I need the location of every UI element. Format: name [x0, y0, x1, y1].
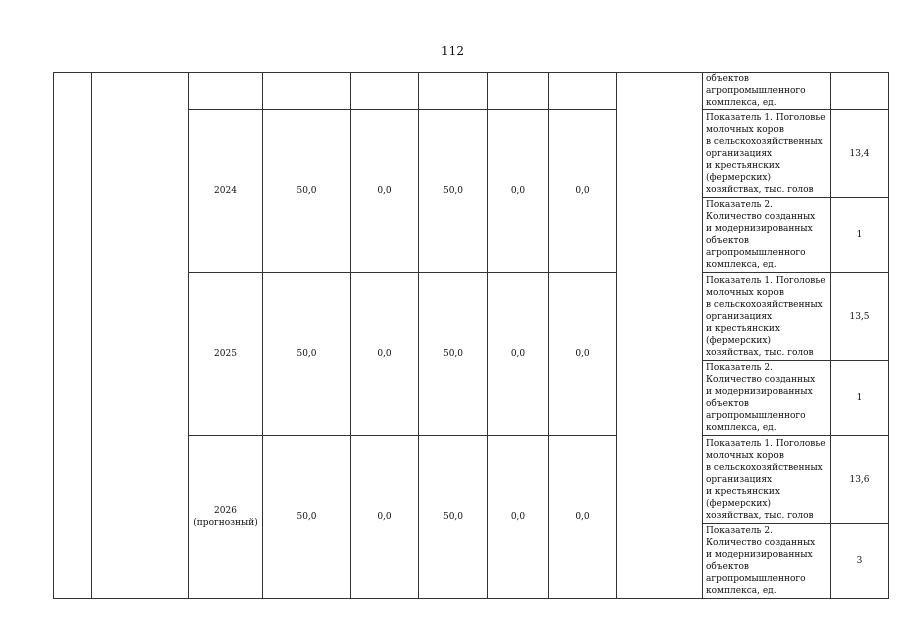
- data-table: [53, 72, 889, 599]
- empty-cell: [488, 73, 549, 110]
- indicator-text-cell: Показатель 2. Количество созданных и модернизированных объектов агропромышленного комплекса, ед.: [703, 524, 831, 599]
- empty-cell: [617, 73, 703, 599]
- value-cell: 50,0: [263, 273, 351, 436]
- value-cell: 0,0: [488, 436, 549, 599]
- empty-cell: [419, 73, 488, 110]
- indicator-value-cell: 1: [831, 361, 889, 436]
- value-cell: 50,0: [263, 436, 351, 599]
- year-cell: 2026 (прогнозный): [189, 436, 263, 599]
- value-cell: 0,0: [549, 273, 617, 436]
- indicator-text-cell: объектов агропромышленного комплекса, ед.: [703, 73, 831, 110]
- empty-cell: [351, 73, 419, 110]
- indicator-text-cell: Показатель 1. Поголовье молочных коров в сельскохозяйственных организациях и крестьянских (фермерских) хозяйствах, тыс. голов: [703, 436, 831, 524]
- value-cell: 0,0: [351, 110, 419, 273]
- indicator-text-cell: Показатель 1. Поголовье молочных коров в сельскохозяйственных организациях и крестьянских (фермерских) хозяйствах, тыс. голов: [703, 273, 831, 361]
- year-cell: 2024: [189, 110, 263, 273]
- value-cell: 0,0: [549, 110, 617, 273]
- forecast-note: (прогнозный): [193, 518, 258, 528]
- empty-cell: [54, 73, 92, 599]
- value-cell: 50,0: [419, 436, 488, 599]
- value-cell: 0,0: [351, 273, 419, 436]
- empty-cell: [263, 73, 351, 110]
- indicator-value-cell: 3: [831, 524, 889, 599]
- indicator-text-cell: Показатель 1. Поголовье молочных коров в сельскохозяйственных организациях и крестьянских (фермерских) хозяйствах, тыс. голов: [703, 110, 831, 198]
- indicator-value-cell: [831, 73, 889, 110]
- indicator-value-cell: 13,4: [831, 110, 889, 198]
- indicator-value-cell: 1: [831, 198, 889, 273]
- indicator-text-cell: Показатель 2. Количество созданных и модернизированных объектов агропромышленного комплекса, ед.: [703, 198, 831, 273]
- year-cell: 2025: [189, 273, 263, 436]
- value-cell: 50,0: [419, 273, 488, 436]
- empty-cell: [189, 73, 263, 110]
- indicator-value-cell: 13,5: [831, 273, 889, 361]
- value-cell: 0,0: [351, 436, 419, 599]
- page-number: 112: [441, 44, 464, 58]
- value-cell: 0,0: [488, 110, 549, 273]
- value-cell: 50,0: [263, 110, 351, 273]
- value-cell: 50,0: [419, 110, 488, 273]
- value-cell: 0,0: [549, 436, 617, 599]
- empty-cell: [549, 73, 617, 110]
- indicator-value-cell: 13,6: [831, 436, 889, 524]
- indicator-text-cell: Показатель 2. Количество созданных и модернизированных объектов агропромышленного комплекса, ед.: [703, 361, 831, 436]
- value-cell: 0,0: [488, 273, 549, 436]
- table-row: [54, 73, 889, 110]
- empty-cell: [92, 73, 189, 599]
